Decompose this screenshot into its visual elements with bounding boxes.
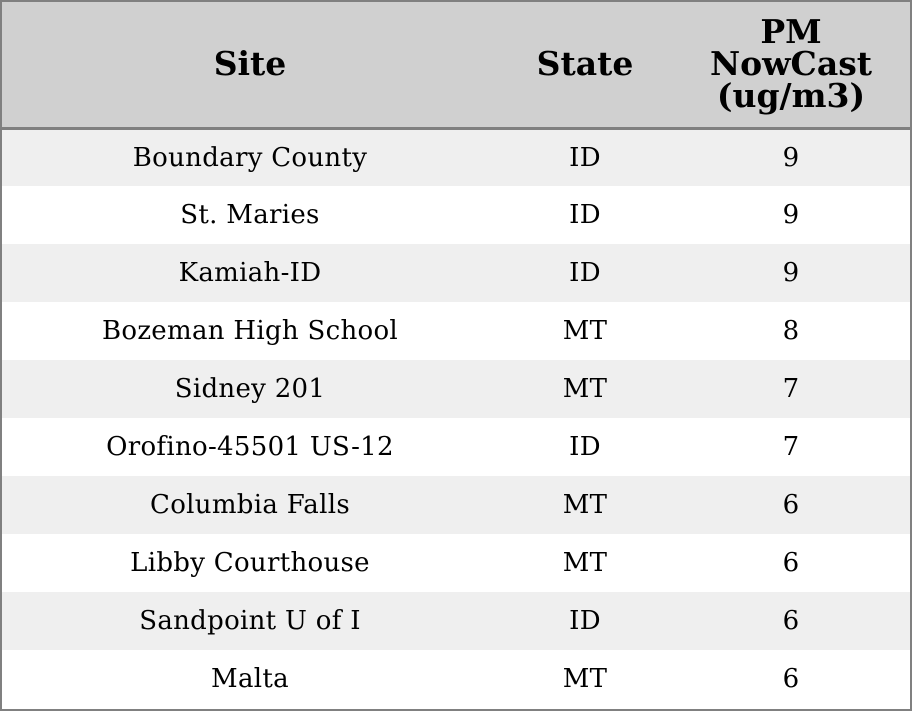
cell-state: MT bbox=[562, 374, 608, 404]
table-row bbox=[2, 360, 910, 418]
cell-site: Sidney 201 bbox=[174, 374, 326, 404]
table-header bbox=[2, 2, 910, 128]
cell-pm: 9 bbox=[782, 142, 800, 173]
cell-pm: 9 bbox=[782, 200, 800, 230]
header-row bbox=[2, 2, 910, 128]
cell-state: MT bbox=[562, 663, 608, 694]
cell-pm: 6 bbox=[782, 548, 800, 578]
column-header-site: Site bbox=[2, 2, 498, 128]
cell-state: ID bbox=[569, 200, 601, 230]
cell-site: Kamiah-ID bbox=[178, 258, 322, 288]
column-header-pm-nowcast: PM NowCast (ug/m3) bbox=[672, 2, 910, 128]
cell-site: Orofino-45501 US-12 bbox=[106, 432, 394, 462]
cell-state: MT bbox=[562, 548, 608, 578]
cell-state: ID bbox=[569, 142, 601, 173]
column-header-state: State bbox=[498, 2, 672, 128]
table-row bbox=[2, 592, 910, 650]
table-row bbox=[2, 302, 910, 360]
cell-state: ID bbox=[569, 258, 601, 288]
cell-site: Boundary County bbox=[132, 142, 368, 173]
table-row bbox=[2, 128, 910, 186]
cell-pm: 9 bbox=[782, 258, 800, 288]
cell-state: ID bbox=[569, 432, 601, 462]
cell-pm: 7 bbox=[782, 374, 800, 404]
cell-site: Malta bbox=[211, 663, 289, 694]
cell-state: MT bbox=[562, 316, 608, 346]
cell-pm: 8 bbox=[782, 316, 800, 346]
cell-site: Libby Courthouse bbox=[130, 548, 370, 578]
cell-site: Columbia Falls bbox=[150, 490, 350, 520]
table-row bbox=[2, 534, 910, 592]
table-body bbox=[2, 128, 910, 707]
table-row bbox=[2, 476, 910, 534]
cell-pm: 7 bbox=[782, 432, 800, 462]
cell-site: St. Maries bbox=[180, 200, 320, 230]
cell-site: Bozeman High School bbox=[101, 316, 399, 346]
cell-state: ID bbox=[569, 606, 601, 636]
table-row bbox=[2, 650, 910, 707]
pm-nowcast-table bbox=[2, 2, 910, 707]
cell-pm: 6 bbox=[782, 606, 800, 636]
cell-site: Sandpoint U of I bbox=[139, 606, 361, 636]
cell-pm: 6 bbox=[782, 663, 800, 694]
cell-pm: 6 bbox=[782, 490, 800, 520]
table-row bbox=[2, 186, 910, 244]
table-row bbox=[2, 244, 910, 302]
cell-state: MT bbox=[562, 490, 608, 520]
table-row bbox=[2, 418, 910, 476]
